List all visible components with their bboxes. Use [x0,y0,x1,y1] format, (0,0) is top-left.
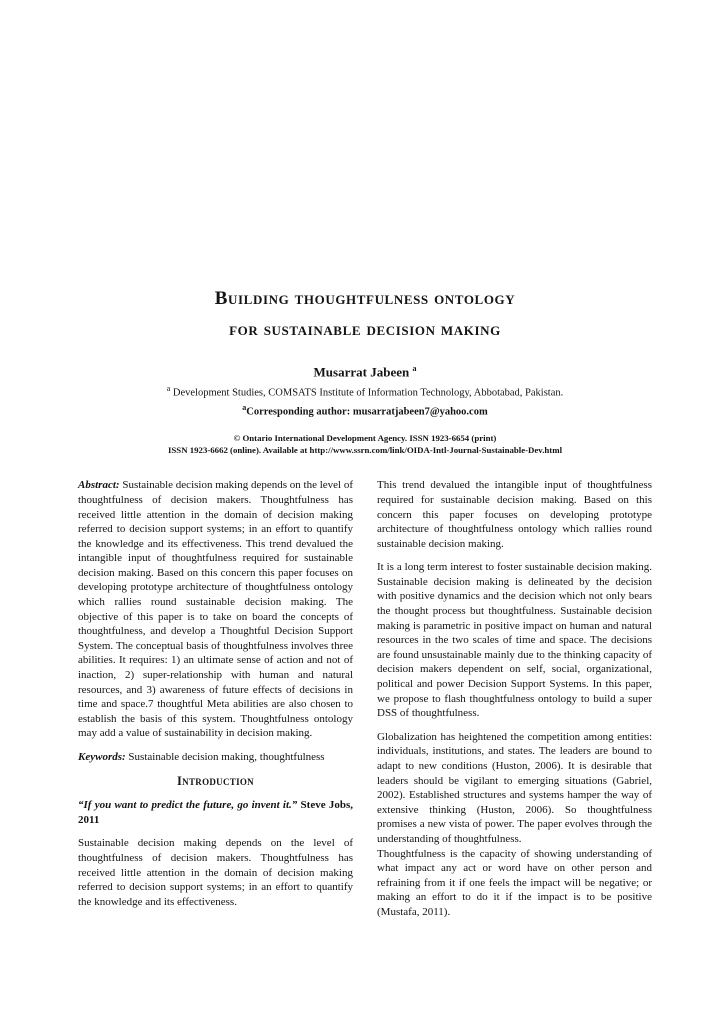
quote-text: “If you want to predict the future, go invent it.” [78,799,298,812]
corresponding-author-line [78,401,652,419]
imprint-line-2: ISSN 1923-6662 (online). Available at http://www.ssrn.com/link/OIDA-Intl-Journal-Sustainable-Dev.html [167,445,563,456]
author-name: Musarrat Jabeen [313,364,410,380]
journal-imprint [78,432,652,456]
keywords-text: Sustainable decision making, thoughtfulness [128,751,325,764]
intro-paragraph: Sustainable decision making depends on the level of thoughtfulness of decision makers. Thoughtfulness has received little attention in the domain of decision making referred to decision support systems; in an effort to quantify the knowledge and its effectiveness. [78,837,353,908]
body-paragraph: Globalization has heightened the competition among entities: individuals, institutions, and states. The leaders are bound to adapt to new conditions (Huston, 2006). It is desirable that leaders should be vigilant to emerging situations (Gabriel, 2002). Established structures and systems hamper the way of extensive thinking (Huston, 2006). So thoughtfulness promises a new vista of power. The paper evolves through the understanding of thoughtfulness. [377,730,652,845]
abstract-text: Sustainable decision making depends on the level of thoughtfulness of decision makers. Thoughtfulness has received little attention in the domain of decision making referred to decision support systems; in an effort to quantify the knowledge and its effectiveness. This trend devalued the intangible input of thoughtfulness required for sustainable decision making. Based on this concern this paper focuses on developing prototype architecture of thoughtfulness ontology which rallies round sustainable decision making. The objective of this paper is to take on board the concepts of thoughtfulness, and develop a Thoughtful Decision Support System. The conceptual basis of thoughtfulness involves three abilities. It requires: 1) an ultimate sense of action and not of inaction, 2) super-relationship with human and natural resources, and 3) awareness of future effects of decisions in time and space.7 thoughtful Meta abilities are also chosen to establish the basis of this system. Thoughtfulness ontology may add a value of sustainability in decision making. [78,479,354,740]
two-column-body [78,478,652,928]
affiliation-mark: a [166,384,171,394]
paper-title-line-1: Building thoughtfulness ontology [214,288,516,309]
abstract-paragraph [78,478,353,741]
title-block [78,283,652,456]
intro-quote-paragraph [78,798,353,827]
affiliation-text: Development Studies, COMSATS Institute of Information Technology, Abbotabad, Pakistan. [172,387,564,399]
body-paragraph: Thoughtfulness is the capacity of showing understanding of what impact any act or word have on other person and refraining from it if one feels the impact will be negative; or making an effort to do it if the impact is to be positive (Mustafa, 2011). [377,847,652,918]
right-column [377,478,652,928]
corresponding-text: Corresponding author: musarratjabeen7@yahoo.com [246,406,488,418]
page-content [78,283,652,929]
left-column [78,478,353,928]
body-paragraph: It is a long term interest to foster sustainable decision making. Sustainable decision making is delineated by the decision with positive dynamics and the decision which not only bears the thought process but thoughtfulness. Sustainable decision making is parametric in positive impact on human and natural resources in the two scales of time and space. The decisions are found unsustainable mainly due to the thinking capacity of decision makers dependent on self, social, organizational, political and power Decision Support Systems. In this paper, we propose to flash thoughtfulness ontology to build a super DSS of thoughtfulness. [377,561,652,720]
author-line [78,361,652,380]
keywords-label: Keywords: [78,751,126,764]
section-heading-introduction: Introduction [177,773,254,788]
body-paragraph: This trend devalued the intangible input of thoughtfulness required for sustainable decision making. Based on this concern this paper focuses on developing prototype architecture of thoughtfulness ontology which rallies round sustainable decision making. [377,479,652,550]
affiliation-line [78,382,652,400]
abstract-label: Abstract: [78,479,120,492]
keywords-paragraph [78,750,353,765]
imprint-line-1: © Ontario International Development Agency. ISSN 1923-6654 (print) [233,433,497,444]
paper-title-line-2: for sustainable decision making [229,319,501,340]
corresponding-mark: a [242,402,247,412]
author-note-mark: a [412,364,417,373]
quote-attribution: Steve Jobs, 2011 [78,799,353,826]
